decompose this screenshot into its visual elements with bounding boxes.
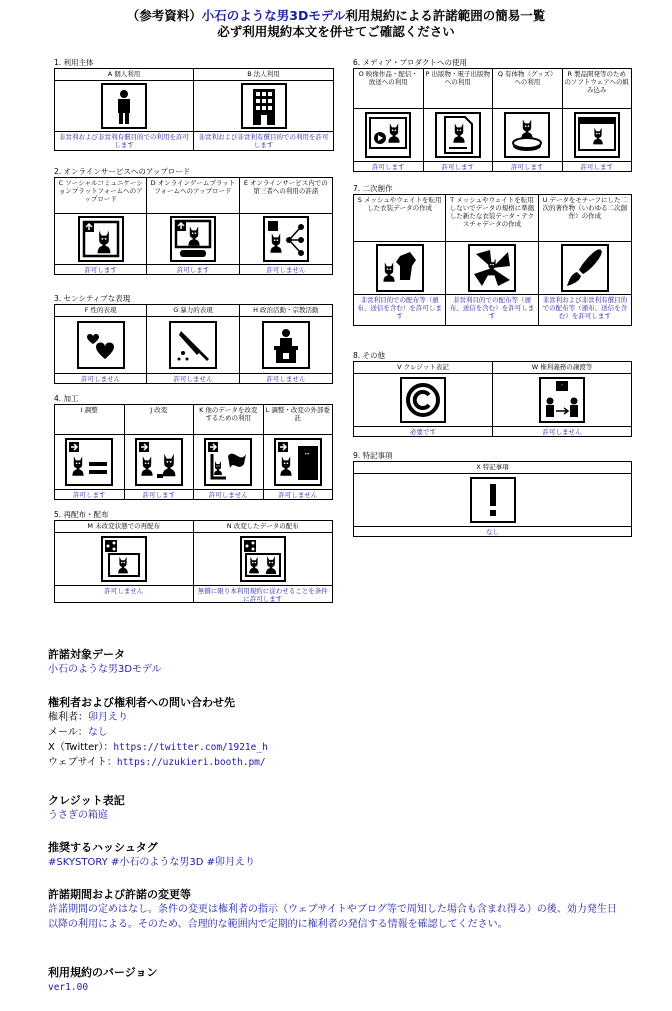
term-r-software: [563, 69, 632, 172]
term-status: 無償に限り本利用規約に従わせることを条件に許可します: [194, 586, 333, 603]
new-costume-icon: [468, 244, 516, 292]
term-status: なし: [354, 527, 631, 537]
term-l-outsource: [264, 405, 333, 500]
licensed-data-block: [48, 648, 618, 677]
section-title: 5. 再配布・配布: [54, 510, 109, 519]
term-status: 許可しません: [55, 374, 146, 384]
video-icon: [365, 112, 411, 158]
term-h-political: [240, 305, 332, 384]
term-status: 許可しません: [240, 265, 332, 275]
term-g-violence: [147, 305, 239, 384]
term-status: 許可します: [125, 490, 194, 500]
title-prefix: （参考資料）: [126, 8, 202, 23]
term-label: B 法人利用: [194, 69, 333, 81]
term-q-goods: [493, 69, 563, 172]
title-model-name: 小石のような男3Dモデル: [201, 8, 346, 23]
term-label: I 調整: [55, 405, 124, 435]
term-label: H 政治活動・宗教活動: [240, 305, 332, 317]
term-label: U データをモチーフにした二次的著作物（いわゆる二次創作）の作成: [539, 195, 631, 242]
term-label: M 未改変状態での再配布: [55, 521, 193, 533]
term-u-secondary-work: [539, 195, 631, 326]
section-title: 4. 加工: [54, 394, 79, 403]
term-p-publication: [424, 69, 494, 172]
term-label: Q 有体物（グッズ）への利用: [493, 69, 562, 109]
section-title: 7. 二次創作: [353, 184, 393, 193]
figure-goods-icon: [504, 112, 550, 158]
term-label: O 映像作品・配信・放送への利用: [354, 69, 423, 109]
term-status: 非営利および非営利有償目的での配布等（頒布、送信を含む）を許可します: [539, 295, 631, 326]
term-status: 非営利目的での配布等（頒布、送信を含む）を許可します: [446, 295, 537, 326]
podium-icon: [262, 321, 310, 369]
building-icon: [241, 83, 287, 129]
share-unmodified-icon: [101, 536, 147, 582]
section-title: 3. センシティブな表現: [54, 294, 131, 303]
owner-label: 権利者：: [48, 712, 88, 723]
hashtag-value: #SKYSTORY #小石のような男3D #卯月えり: [48, 857, 255, 868]
version-value: ver1.00: [48, 982, 89, 993]
copyright-icon: [400, 377, 446, 423]
term-label: N 改変したデータの配布: [194, 521, 333, 533]
document-icon: [435, 112, 481, 158]
section-title: 6. メディア・プロダクトへの使用: [353, 58, 467, 67]
brush-icon: [561, 244, 609, 292]
transfer-rights-icon: [539, 377, 585, 423]
term-k-reuse: [194, 405, 264, 500]
term-label: L 調整・改変の外部委託: [264, 405, 333, 435]
term-w-transfer: [493, 362, 631, 437]
section-6-media: [353, 58, 632, 172]
version-heading: 利用規約のバージョン: [48, 966, 158, 979]
term-status: 許可します: [354, 162, 423, 172]
term-f-sexual: [55, 305, 147, 384]
mail-value: なし: [87, 727, 108, 738]
person-icon: [101, 83, 147, 129]
section-title: 2. オンラインサービスへのアップロード: [54, 167, 191, 176]
term-label: V クレジット表記: [354, 362, 492, 374]
contact-heading: 権利者および権利者への問い合わせ先: [48, 696, 235, 709]
term-status: 許可しません: [194, 490, 263, 500]
section-8-other: [353, 351, 632, 437]
term-status: 許可します: [563, 162, 632, 172]
term-label: G 暴力的表現: [147, 305, 238, 317]
game-upload-icon: [170, 216, 216, 262]
costume-convert-icon: [376, 244, 424, 292]
section-title: 1. 利用主体: [54, 58, 94, 67]
social-upload-icon: [78, 216, 124, 262]
hearts-icon: [77, 321, 125, 369]
term-v-credit: [354, 362, 493, 437]
term-x-special: [354, 462, 631, 537]
term-status: 非営利目的での配布等（頒布、送信を含む）を許可します: [354, 295, 445, 326]
term-m-unmodified: [55, 521, 194, 603]
term-status: 許可しません: [240, 374, 332, 384]
licensed-data-value: 小石のような男3Dモデル: [48, 664, 162, 675]
term-b-corporate: [194, 69, 333, 151]
adjust-icon: [65, 438, 113, 486]
term-status: 許可しません: [147, 374, 238, 384]
term-d-game-upload: [147, 178, 239, 275]
term-label: C ソーシャルコミュニケーションプラットフォームへのアップロード: [55, 178, 146, 214]
software-icon: [574, 112, 620, 158]
term-label: E オンラインサービス内での第三者への利用の許諾: [240, 178, 332, 214]
document-title: [0, 8, 672, 40]
knife-icon: [169, 321, 217, 369]
hashtag-block: [48, 841, 618, 870]
term-status: 許可します: [147, 265, 238, 275]
term-s-costume-convert: [354, 195, 446, 326]
term-a-personal: [55, 69, 194, 151]
term-label: D オンラインゲームプラットフォームへのアップロード: [147, 178, 238, 214]
credit-value: うさぎの箱庭: [48, 810, 108, 821]
term-o-video: [354, 69, 424, 172]
period-heading: 許諾期間および許諾の変更等: [48, 888, 191, 901]
contact-block: [48, 696, 618, 770]
share-modified-icon: [240, 536, 286, 582]
term-label: F 性的表現: [55, 305, 146, 317]
term-label: K 他のデータを改変するための利用: [194, 405, 263, 435]
modify-icon: [135, 438, 183, 486]
third-party-share-icon: [263, 216, 309, 262]
credit-block: [48, 794, 618, 823]
period-block: [48, 888, 618, 932]
term-status: 非営利および非営利有償目的での利用を許可します: [194, 132, 333, 151]
term-status: 非営利および非営利有償目的での利用を許可します: [55, 132, 193, 151]
term-label: A 個人利用: [55, 69, 193, 81]
term-status: 許可しません: [493, 427, 631, 437]
term-label: R 製品開発等のためのソフトウェアへの組み込み: [563, 69, 632, 109]
website-label: ウェブサイト：: [48, 757, 117, 768]
term-label: P 出版物・電子出版物への利用: [424, 69, 493, 109]
term-label: X 特記事項: [354, 462, 631, 474]
title-suffix: 利用規約による許諾範囲の簡易一覧: [345, 8, 546, 23]
term-status: 必要です: [354, 427, 492, 437]
term-status: 許可します: [493, 162, 562, 172]
title-notice: 必ず利用規約本文を併せてご確認ください: [217, 24, 455, 39]
section-2-online-upload: [54, 167, 333, 275]
outsource-icon: [274, 438, 322, 486]
exclamation-icon: [470, 477, 516, 523]
section-1-usage-subject: [54, 58, 334, 151]
period-value: 許諾期間の定めはなし。条件の変更は権利者の指示（ウェブサイトやブログ等で周知した場合も含まれ得る）の後、効力発生日以降の利用による。そのため、合理的な範囲内で定期的に権利者の発信する情報を確認してください。: [48, 904, 617, 930]
term-label: S メッシュやウェイトを転用した衣装データの作成: [354, 195, 445, 242]
section-4-modification: [54, 394, 333, 500]
x-label: X（Twitter）：: [48, 742, 114, 753]
x-link[interactable]: https://twitter.com/1921e_h: [113, 742, 268, 753]
term-j-modify: [125, 405, 195, 500]
term-i-adjust: [55, 405, 125, 500]
section-9-special-notes: [353, 451, 632, 537]
term-label: W 権利義務の譲渡等: [493, 362, 631, 374]
term-status: 許可します: [424, 162, 493, 172]
credit-heading: クレジット表記: [48, 794, 125, 807]
term-status: 許可しません: [55, 586, 193, 603]
hashtag-heading: 推奨するハッシュタグ: [48, 841, 158, 854]
website-link[interactable]: https://uzukieri.booth.pm/: [116, 757, 266, 768]
term-status: 許可しません: [264, 490, 333, 500]
section-5-redistribution: [54, 510, 333, 603]
term-label: T メッシュやウェイトを転用しないでデータの規格に準拠した新たな衣装データ・テクスチャデータの作成: [446, 195, 537, 242]
term-c-social-upload: [55, 178, 147, 275]
term-t-new-costume: [446, 195, 538, 326]
term-status: 許可します: [55, 265, 146, 275]
owner-value: 卯月えり: [88, 712, 128, 723]
term-e-third-party: [240, 178, 332, 275]
section-7-derivative: [353, 184, 632, 326]
term-label: J 改変: [125, 405, 194, 435]
term-n-modified: [194, 521, 333, 603]
mail-label: メール：: [48, 727, 88, 738]
section-3-sensitive: [54, 294, 333, 384]
licensed-data-heading: 許諾対象データ: [48, 648, 125, 661]
reuse-data-icon: [204, 438, 252, 486]
section-title: 8. その他: [353, 351, 386, 360]
section-title: 9. 特記事項: [353, 451, 393, 460]
version-block: [48, 966, 618, 995]
term-status: 許可します: [55, 490, 124, 500]
